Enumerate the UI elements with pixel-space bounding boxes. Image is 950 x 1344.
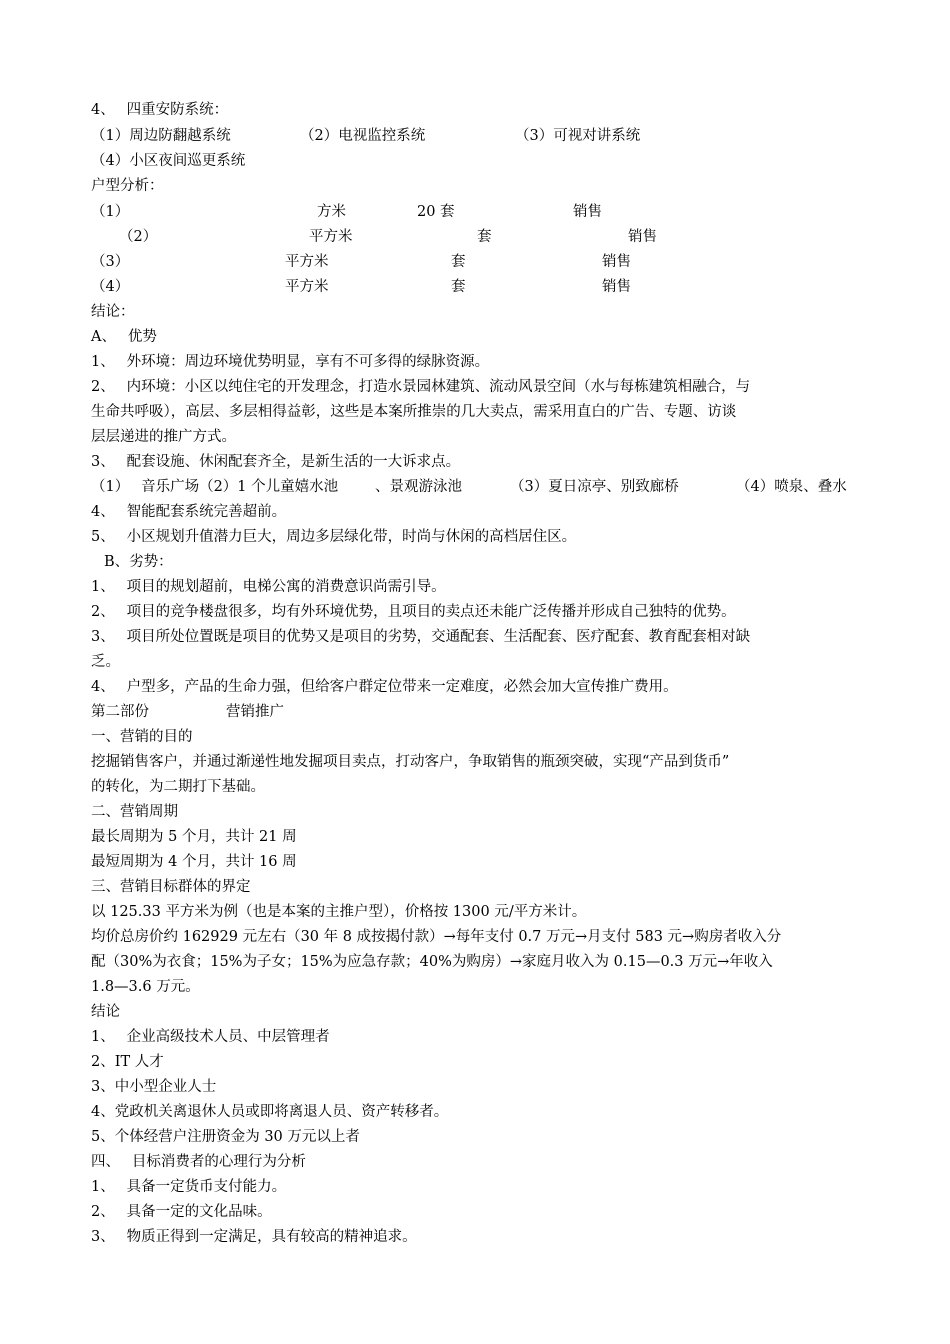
target-line-continued: 1.8—3.6 万元。 [91, 979, 200, 995]
security-item: （1）周边防翻越系统 [91, 128, 231, 144]
facility-item: （4）喷泉、叠水 [736, 479, 847, 495]
strength-item: 4、 智能配套系统完善超前。 [91, 504, 287, 520]
unit-analysis-heading: 户型分析： [91, 178, 164, 194]
unit-number: （2） [119, 229, 158, 245]
weakness-item: 1、 项目的规划超前，电梯公寓的消费意识尚需引导。 [91, 579, 446, 595]
security-item: （3）可视对讲系统 [515, 128, 641, 144]
weakness-item: 3、 项目所处位置既是项目的优势又是项目的劣势，交通配套、生活配套、医疗配套、教育配套相对缺 [91, 629, 751, 645]
target-heading: 三、营销目标群体的界定 [91, 879, 251, 895]
security-items-row [91, 126, 851, 146]
unit-count: 套 [477, 229, 492, 245]
target-conclusion-heading: 结论 [91, 1004, 120, 1020]
target-group-item: 1、 企业高级技术人员、中层管理者 [91, 1029, 330, 1045]
unit-number: （4） [91, 279, 130, 295]
target-group-item: 5、个体经营户注册资金为 30 万元以上者 [91, 1129, 360, 1145]
psych-item: 3、 物质正得到一定满足，具有较高的精神追求。 [91, 1229, 417, 1245]
strength-item: 2、 内环境：小区以纯住宅的开发理念，打造水景园林建筑、流动风景空间（水与每栋建筑相融合，与 [91, 379, 751, 395]
security-heading: 4、 四重安防系统： [91, 102, 229, 118]
unit-area: 平方米 [285, 254, 329, 270]
purpose-text-continued: 的转化，为二期打下基础。 [91, 779, 265, 795]
section-title-part-two [91, 702, 491, 722]
psych-heading: 四、 目标消费者的心理行为分析 [91, 1154, 306, 1170]
strength-item: 1、 外环境：周边环境优势明显，享有不可多得的绿脉资源。 [91, 354, 490, 370]
weakness-item: 2、 项目的竞争楼盘很多，均有外环境优势，且项目的卖点还未能广泛传播并形成自己独特的优势。 [91, 604, 736, 620]
unit-row [91, 277, 851, 297]
unit-sale: 销售 [602, 254, 631, 270]
unit-number: （1） [91, 204, 130, 220]
strength-item-continued: 生命共呼吸），高层、多层相得益彰，这些是本案所推崇的几大卖点，需采用直白的广告、专题、访谈 [91, 404, 737, 420]
conclusion-heading: 结论： [91, 304, 135, 320]
target-group-item: 3、中小型企业人士 [91, 1079, 217, 1095]
target-line: 以 125.33 平方米为例（也是本案的主推户型），价格按 1300 元/平方米计。 [91, 904, 587, 920]
purpose-text: 挖掘销售客户，并通过渐递性地发掘项目卖点，打动客户，争取销售的瓶颈突破，实现“产品到货币” [91, 754, 730, 770]
unit-count: 套 [451, 279, 466, 295]
target-line-continued: 配（30%为衣食；15%为子女；15%为应急存款；40%为购房）→家庭月收入为 0.15—0.3 万元→年收入 [91, 954, 773, 970]
security-item: （4）小区夜间巡更系统 [91, 153, 246, 169]
facilities-row [91, 477, 861, 497]
cycle-line: 最长周期为 5 个月，共计 21 周 [91, 829, 297, 845]
psych-item: 2、 具备一定的文化品味。 [91, 1204, 272, 1220]
unit-count: 套 [451, 254, 466, 270]
unit-row [91, 202, 851, 222]
part-title: 营销推广 [226, 704, 284, 720]
target-line: 均价总房价约 162929 元左右（30 年 8 成按揭付款）→每年支付 0.7 万元→月支付 583 元→购房者收入分 [91, 929, 782, 945]
unit-row [91, 252, 851, 272]
facility-item: （1） 音乐广场（2）1 个儿童嬉水池 [91, 479, 339, 495]
weaknesses-heading: B、劣势： [104, 554, 173, 570]
unit-area: 方米 [317, 204, 346, 220]
part-label: 第二部份 [91, 704, 149, 720]
target-group-item: 2、IT 人才 [91, 1054, 164, 1070]
target-group-item: 4、党政机关离退休人员或即将离退人员、资产转移者。 [91, 1104, 449, 1120]
psych-item: 1、 具备一定货币支付能力。 [91, 1179, 287, 1195]
strengths-heading: A、 优势 [91, 329, 157, 345]
security-item: （2）电视监控系统 [300, 128, 426, 144]
unit-sale: 销售 [573, 204, 602, 220]
weakness-item: 4、 户型多，产品的生命力强，但给客户群定位带来一定难度，必然会加大宣传推广费用。 [91, 679, 678, 695]
strength-item-continued: 层层递进的推广方式。 [91, 429, 236, 445]
weakness-item-continued: 乏。 [91, 654, 120, 670]
facility-item: （3）夏日凉亭、别致廊桥 [510, 479, 679, 495]
strength-item: 5、 小区规划升值潜力巨大，周边多层绿化带，时尚与休闲的高档居住区。 [91, 529, 577, 545]
unit-row [91, 227, 851, 247]
unit-sale: 销售 [602, 279, 631, 295]
strength-item: 3、 配套设施、休闲配套齐全，是新生活的一大诉求点。 [91, 454, 461, 470]
unit-count: 20 套 [417, 204, 455, 220]
unit-sale: 销售 [628, 229, 657, 245]
unit-number: （3） [91, 254, 130, 270]
cycle-heading: 二、营销周期 [91, 804, 178, 820]
facility-item: 、景观游泳池 [375, 479, 462, 495]
unit-area: 平方米 [309, 229, 353, 245]
purpose-heading: 一、营销的目的 [91, 729, 193, 745]
unit-area: 平方米 [285, 279, 329, 295]
cycle-line: 最短周期为 4 个月，共计 16 周 [91, 854, 297, 870]
